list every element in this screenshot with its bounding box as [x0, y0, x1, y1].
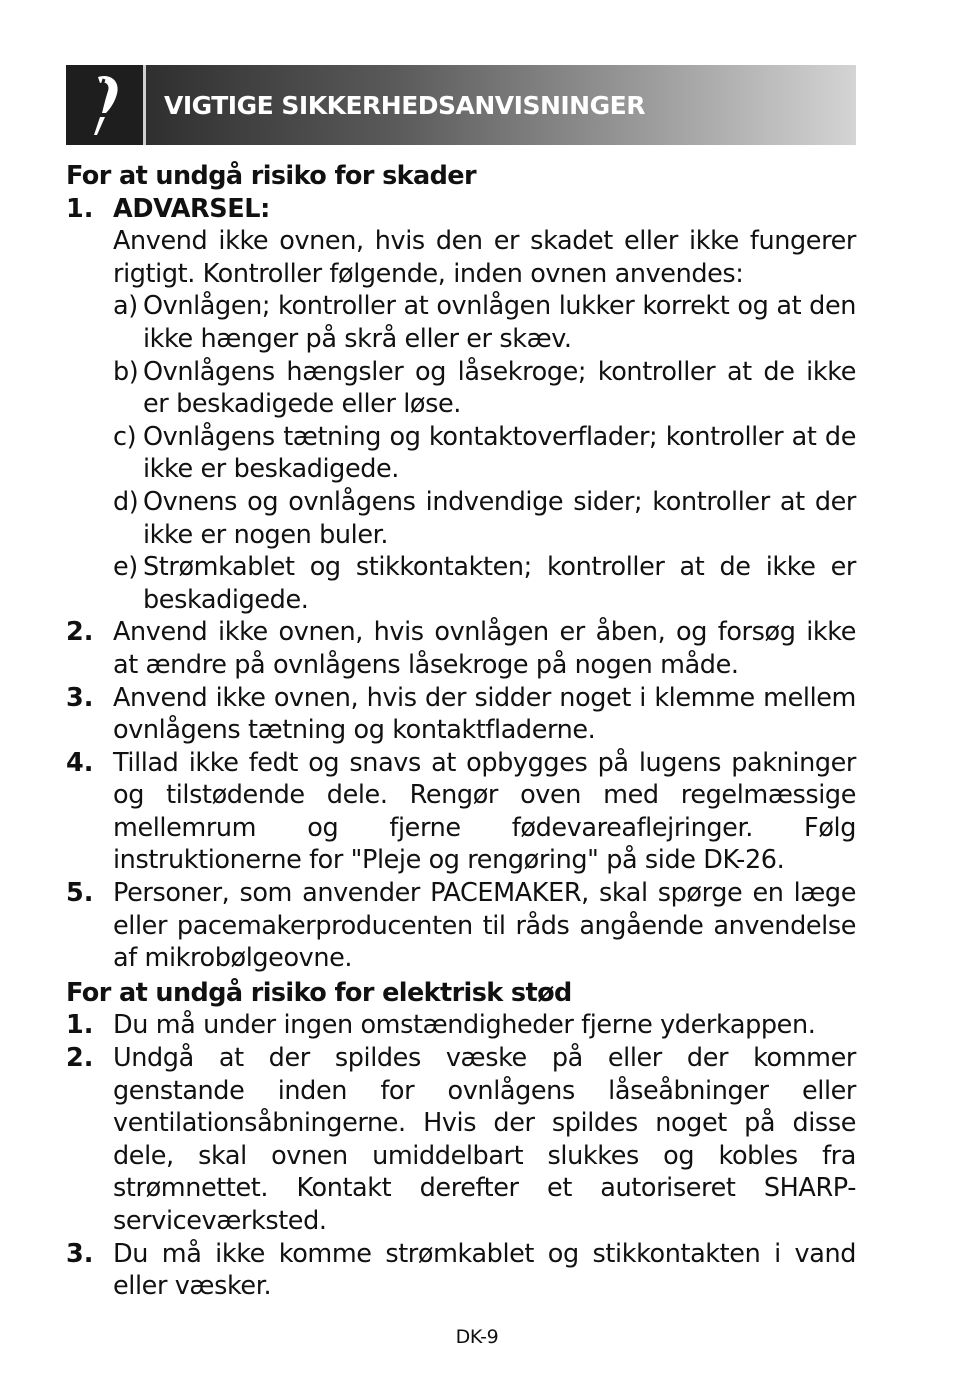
- list-item: [66, 1238, 856, 1303]
- header-title: VIGTIGE SIKKERHEDSANVISNINGER: [164, 90, 645, 120]
- item-number: 2.: [66, 1043, 94, 1074]
- list-item: [66, 1042, 856, 1238]
- sub-item-label: c): [113, 421, 137, 452]
- item-text: Anvend ikke ovnen, hvis den er skadet eller ikke fungerer rigtigt. Kontroller følgende, inden ovnen anvendes:: [113, 226, 856, 289]
- sub-item: [113, 356, 856, 421]
- item-text: Anvend ikke ovnen, hvis ovnlågen er åben, og forsøg ikke at ændre på ovnlågens låsekroge på nogen måde.: [113, 617, 856, 680]
- section-title-injury: For at undgå risiko for skader: [66, 161, 476, 191]
- list-item: [66, 682, 856, 747]
- sub-item: [113, 551, 856, 616]
- section-title-electric-shock: For at undgå risiko for elektrisk stød: [66, 977, 572, 1008]
- main-content: [66, 160, 856, 1303]
- header-bar: [146, 65, 856, 145]
- header-icon-box: [66, 65, 143, 145]
- item-number: 1.: [66, 193, 94, 224]
- sub-item-text: Ovnlågens hængsler og låsekroge; kontroller at de ikke er beskadigede eller løse.: [143, 356, 856, 420]
- item-number: 2.: [66, 617, 94, 648]
- section-header: [66, 65, 856, 145]
- sub-item-label: e): [113, 552, 138, 583]
- item-text: Du må under ingen omstændigheder fjerne yderkappen.: [113, 1010, 816, 1041]
- item-number: 4.: [66, 747, 94, 778]
- sub-item: [113, 486, 856, 551]
- sub-item-text: Ovnens og ovnlågens indvendige sider; kontroller at der ikke er nogen buler.: [143, 486, 856, 550]
- item-text: Du må ikke komme strømkablet og stikkontakten i vand eller væsker.: [113, 1238, 856, 1302]
- item-text: Undgå at der spildes væske på eller der kommer genstande inden for ovnlågens låseåbninger eller ventilationsåbningerne. Hvis der spildes noget på disse dele, skal ovnen umiddelbart slukkes og kobles fra strømnettet. Kontakt derefter et autoriseret SHARP-serviceværksted.: [113, 1043, 856, 1236]
- warning-exclamation-icon: [84, 75, 126, 137]
- sub-item-text: Ovnlågen; kontroller at ovnlågen lukker korrekt og at den ikke hænger på skrå eller er skæv.: [143, 291, 856, 354]
- item-number: 3.: [66, 682, 94, 713]
- item-text: Tillad ikke fedt og snavs at opbygges på lugens pakninger og tilstødende dele. Rengør oven med regelmæssige mellemrum og fjerne fødevareaflejringer. Følg instruktionerne for "Pleje og rengøring" på side DK-26.: [113, 747, 856, 876]
- list-item: [66, 616, 856, 681]
- item-number: 3.: [66, 1238, 94, 1269]
- list-item: [66, 1009, 856, 1042]
- item-body: [113, 193, 856, 617]
- list-item: [66, 877, 856, 975]
- sub-item-text: Strømkablet og stikkontakten; kontroller at de ikke er beskadigede.: [143, 552, 856, 615]
- list-item: [66, 193, 856, 617]
- sub-item: [113, 290, 856, 355]
- page-number: DK-9: [455, 1326, 499, 1348]
- item-number: 1.: [66, 1010, 94, 1041]
- sub-item-label: b): [113, 356, 139, 387]
- sub-item-label: d): [113, 486, 139, 517]
- sub-item-label: a): [113, 291, 138, 322]
- sub-item-text: Ovnlågens tætning og kontaktoverflader; kontroller at de ikke er beskadigede.: [143, 421, 856, 485]
- item-text: Anvend ikke ovnen, hvis der sidder noget i klemme mellem ovnlågens tætning og kontaktfladerne.: [113, 682, 856, 746]
- list-item: [66, 747, 856, 877]
- warning-heading: ADVARSEL:: [113, 193, 270, 224]
- item-number: 5.: [66, 878, 94, 909]
- sub-item: [113, 421, 856, 486]
- item-text: Personer, som anvender PACEMAKER, skal spørge en læge eller pacemakerproducenten til råds angående anvendelse af mikrobølgeovne.: [113, 878, 856, 974]
